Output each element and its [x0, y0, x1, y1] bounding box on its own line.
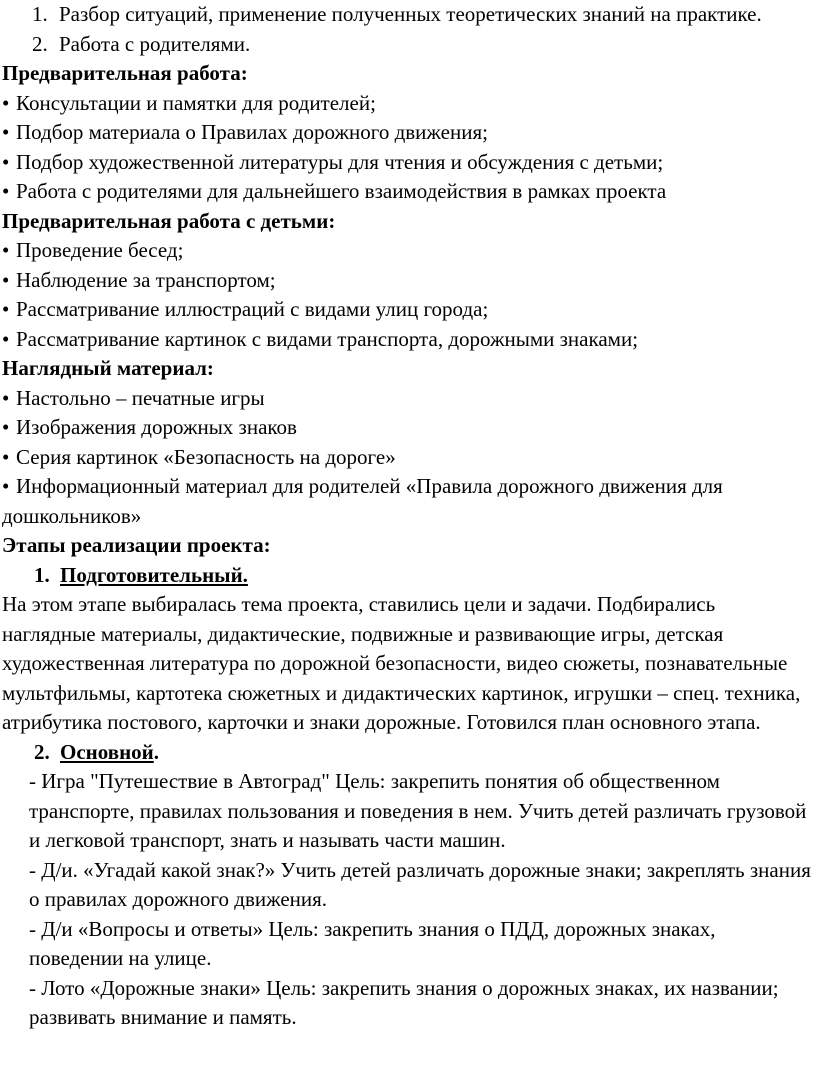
stage-1-text: На этом этапе выбиралась тема проекта, ставились цели и задачи. Подбирались наглядные материалы, дидактические, подвижные и развивающие игры, детская художественная литература по дорожной безопасности, видео сюжеты, познавательные мультфильмы, картотека сюжетных и дидактических картинок, игрушки – спец. техника, атрибутика постового, карточки и знаки дорожные. Готовился план основного этапа. [2, 592, 801, 734]
prelim-kids-item: • Рассматривание картинок с видами транспорта, дорожными знаками; [2, 325, 812, 355]
visual-item: • Информационный материал для родителей «Правила дорожного движения для дошкольников» [2, 474, 723, 528]
prelim-kids-item: • Проведение бесед; [2, 236, 812, 266]
game-item: - Лото «Дорожные знаки» Цель: закрепить знания о дорожных знаках, их названии; развивать внимание и память. [29, 975, 779, 1029]
game-item: - Игра "Путешествие в Автоград" Цель: закрепить понятия об общественном транспорте, правилах пользования и поведения в нем. Учить детей различать грузовой и легковой транспорт, знать и называть части машин. [29, 769, 807, 852]
bullet-icon: • [2, 385, 10, 410]
visual-item: • Изображения дорожных знаков [2, 413, 812, 443]
bullet-icon: • [2, 149, 10, 174]
bullet-icon: • [2, 238, 10, 262]
stage-title: Подготовительный. [60, 562, 248, 587]
stage-title: Основной [60, 739, 154, 764]
bullet-icon: • [2, 120, 10, 144]
item-text: Разбор ситуаций, применение полученных теоретических знаний на практике. [59, 2, 762, 26]
stage-number: 2. [34, 739, 50, 764]
visual-item: • Серия картинок «Безопасность на дороге» [2, 443, 812, 473]
bullet-icon: • [2, 90, 10, 115]
stage-number: 1. [34, 562, 50, 587]
game-item: - Д/и «Вопросы и ответы» Цель: закрепить знания о ПДД, дорожных знаках, поведении на улице. [29, 916, 716, 970]
prelim-item: • Консультации и памятки для родителей; [2, 89, 812, 119]
stages-heading: Этапы реализации проекта: [2, 533, 271, 557]
bullet-icon: • [2, 297, 10, 321]
visual-item: • Настольно – печатные игры [2, 384, 812, 414]
prelim-kids-item: • Наблюдение за транспортом; [2, 266, 812, 296]
stage-title-period: . [153, 739, 160, 764]
bullet-icon: • [2, 415, 10, 439]
document-page [2, 0, 812, 1033]
bullet-icon: • [2, 474, 10, 498]
bullet-icon: • [2, 179, 10, 203]
bullet-icon: • [2, 444, 10, 469]
stage-1-title [2, 561, 812, 591]
prelim-item: • Подбор материала о Правилах дорожного движения; [2, 118, 812, 148]
prelim-kids-heading: Предварительная работа с детьми: [2, 208, 336, 233]
item-number: 2. [32, 31, 48, 56]
prelim-item: • Работа с родителями для дальнейшего взаимодействия в рамках проекта [2, 177, 812, 207]
intro-item-1 [2, 0, 812, 30]
prelim-kids-item: • Рассматривание иллюстраций с видами улиц города; [2, 295, 812, 325]
item-number: 1. [32, 2, 48, 26]
prelim-item: • Подбор художественной литературы для чтения и обсуждения с детьми; [2, 148, 812, 178]
item-text: Работа с родителями. [59, 31, 251, 56]
bullet-icon: • [2, 326, 10, 351]
intro-item-2 [2, 30, 812, 60]
stage-2-title [2, 738, 812, 768]
visual-heading: Наглядный материал: [2, 356, 214, 380]
game-item: - Д/и. «Угадай какой знак?» Учить детей различать дорожные знаки; закреплять знания о правилах дорожного движения. [29, 857, 811, 911]
bullet-icon: • [2, 267, 10, 292]
prelim-heading: Предварительная работа: [2, 61, 248, 85]
